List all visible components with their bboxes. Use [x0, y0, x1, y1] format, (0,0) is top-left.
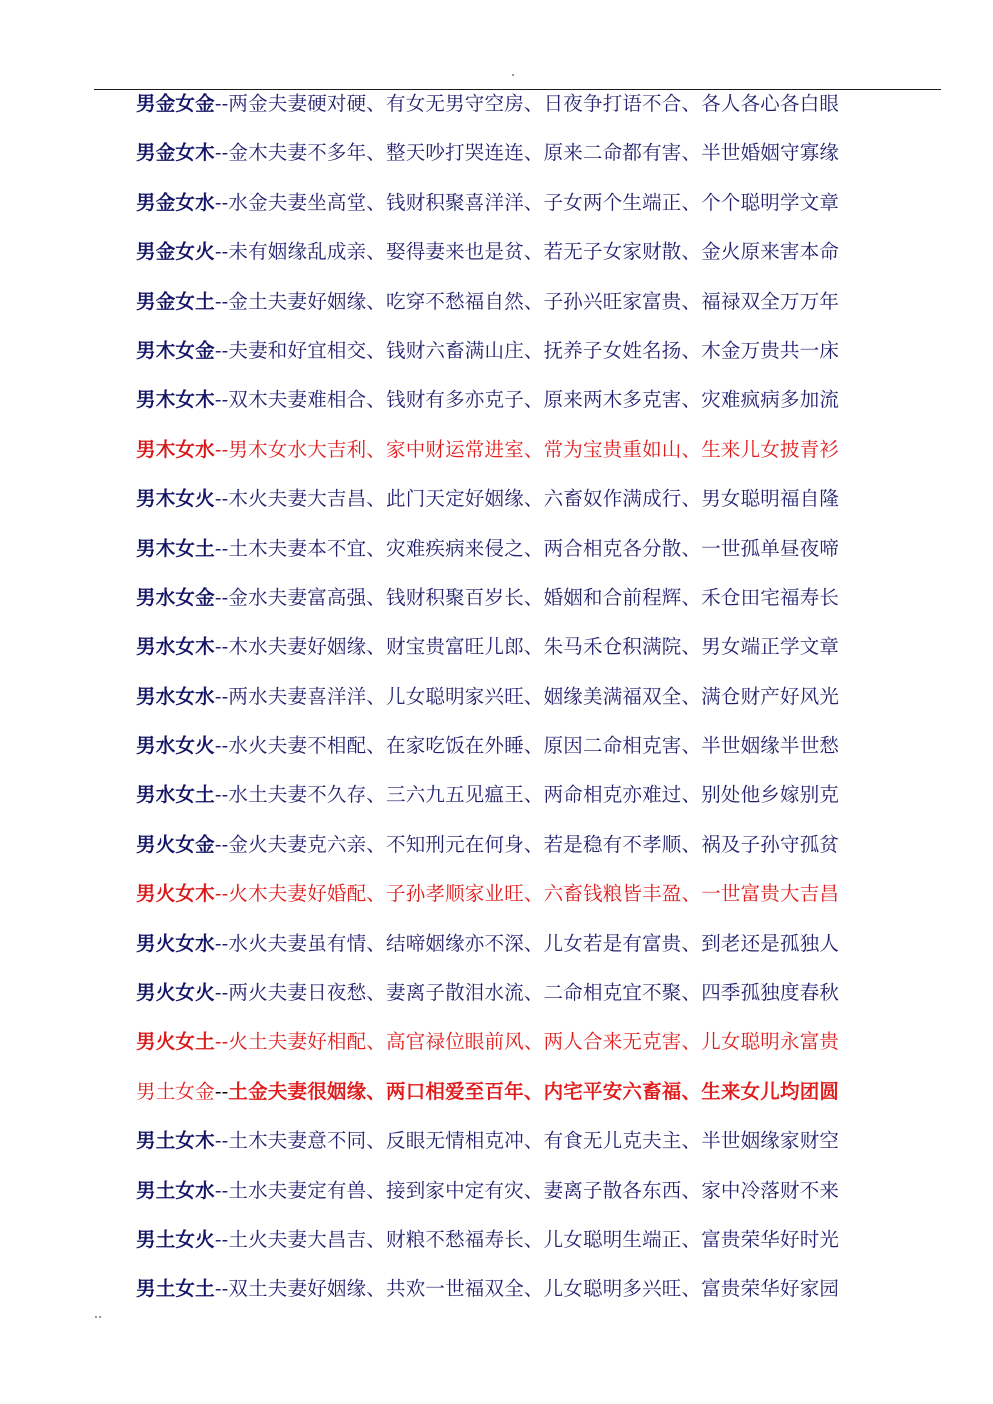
verse-line [136, 681, 941, 730]
pairing-label: 男金女木 [136, 141, 215, 165]
separator: -- [214, 1227, 229, 1251]
verse-text: 土火夫妻大昌吉、财粮不愁福寿长、儿女聪明生端正、富贵荣华好时光 [228, 1227, 840, 1251]
separator: -- [214, 141, 229, 165]
pairing-label: 男木女金 [136, 338, 215, 362]
separator: -- [214, 882, 229, 906]
pairing-label: 男金女土 [136, 289, 215, 313]
pairing-label: 男金女水 [136, 190, 215, 214]
verse-line [136, 483, 941, 532]
pairing-label: 男火女金 [136, 832, 215, 856]
pairing-label: 男土女土 [136, 1277, 215, 1301]
verse-line [136, 582, 941, 631]
verse-line [136, 384, 941, 433]
separator: -- [214, 388, 229, 412]
separator: -- [214, 783, 229, 807]
pairing-label: 男火女土 [136, 1030, 215, 1054]
verse-text: 土金夫妻很姻缘、两口相爱至百年、内宅平安六畜福、生来女儿均团圆 [228, 1079, 840, 1103]
separator: -- [214, 1079, 229, 1103]
verse-line [136, 1175, 941, 1224]
pairing-label: 男木女水 [136, 437, 215, 461]
page-mark [512, 74, 514, 76]
pairing-label: 男水女金 [136, 585, 215, 609]
verse-line [136, 878, 941, 927]
verse-text: 两金夫妻硬对硬、有女无男守空房、日夜争打语不合、各人各心各白眼 [228, 92, 840, 115]
separator: -- [214, 684, 229, 708]
footer-mark [94, 1316, 102, 1318]
verse-line [136, 928, 941, 977]
verse-line [136, 335, 941, 384]
pairing-label: 男木女木 [136, 388, 215, 412]
pairing-label: 男水女土 [136, 783, 215, 807]
verse-text: 土木夫妻意不同、反眼无情相克冲、有食无儿克夫主、半世姻缘家财空 [228, 1129, 840, 1153]
verse-line [136, 1273, 941, 1322]
verse-line [136, 137, 941, 186]
separator: -- [214, 1030, 229, 1054]
pairing-label: 男土女火 [136, 1227, 215, 1251]
pairing-label: 男水女木 [136, 635, 215, 659]
separator: -- [214, 1129, 229, 1153]
verse-line [136, 779, 941, 828]
separator: -- [214, 289, 229, 313]
verse-line [136, 187, 941, 236]
verse-text: 木火夫妻大吉昌、此门天定好姻缘、六畜奴作满成行、男女聪明福自隆 [228, 487, 840, 511]
pairing-label: 男水女水 [136, 684, 215, 708]
verse-text: 水火夫妻虽有情、结啼姻缘亦不深、儿女若是有富贵、到老还是孤独人 [228, 931, 840, 955]
pairing-label: 男金女金 [136, 92, 215, 115]
verse-text: 火木夫妻好婚配、子孙孝顺家业旺、六畜钱粮皆丰盈、一世富贵大吉昌 [228, 882, 840, 906]
separator: -- [214, 635, 229, 659]
verse-text: 土水夫妻定有兽、接到家中定有灾、妻离子散各东西、家中冷落财不来 [228, 1178, 840, 1202]
separator: -- [214, 734, 229, 758]
verse-line [136, 631, 941, 680]
verse-line [136, 1076, 941, 1125]
separator: -- [214, 338, 229, 362]
separator: -- [214, 981, 229, 1005]
pairing-label: 男土女木 [136, 1129, 215, 1153]
pairing-label: 男火女木 [136, 882, 215, 906]
separator: -- [214, 240, 229, 264]
pairing-label: 男土女金 [136, 1079, 215, 1103]
verse-text: 金火夫妻克六亲、不知刑元在何身、若是稳有不孝顺、祸及子孙守孤贫 [228, 832, 840, 856]
pairing-label: 男水女火 [136, 734, 215, 758]
verse-text: 金木夫妻不多年、整天吵打哭连连、原来二命都有害、半世婚姻守寡缘 [228, 141, 840, 165]
pairing-label: 男土女水 [136, 1178, 215, 1202]
separator: -- [214, 1277, 229, 1301]
verse-line [136, 1224, 941, 1273]
verse-list [136, 88, 941, 1323]
verse-line [136, 434, 941, 483]
verse-line [136, 829, 941, 878]
verse-text: 双木夫妻难相合、钱财有多亦克子、原来两木多克害、灾难疯病多加流 [228, 388, 840, 412]
verse-line [136, 88, 941, 137]
verse-line [136, 1125, 941, 1174]
separator: -- [214, 585, 229, 609]
pairing-label: 男木女土 [136, 536, 215, 560]
separator: -- [214, 190, 229, 214]
verse-line [136, 1026, 941, 1075]
verse-text: 水金夫妻坐高堂、钱财积聚喜洋洋、子女两个生端正、个个聪明学文章 [228, 190, 840, 214]
verse-text: 金水夫妻富高强、钱财积聚百岁长、婚姻和合前程辉、禾仓田宅福寿长 [228, 585, 840, 609]
separator: -- [214, 931, 229, 955]
separator: -- [214, 437, 229, 461]
verse-line [136, 236, 941, 285]
verse-text: 水土夫妻不久存、三六九五见瘟王、两命相克亦难过、别处他乡嫁别克 [228, 783, 840, 807]
verse-text: 火土夫妻好相配、高官禄位眼前风、两人合来无克害、儿女聪明永富贵 [228, 1030, 840, 1054]
verse-line [136, 533, 941, 582]
verse-text: 两火夫妻日夜愁、妻离子散泪水流、二命相克宜不聚、四季孤独度春秋 [228, 981, 840, 1005]
verse-text: 夫妻和好宜相交、钱财六畜满山庄、抚养子女姓名扬、木金万贵共一床 [228, 338, 840, 362]
separator: -- [214, 832, 229, 856]
separator: -- [214, 536, 229, 560]
verse-text: 木水夫妻好姻缘、财宝贵富旺儿郎、朱马禾仓积满院、男女端正学文章 [228, 635, 840, 659]
pairing-label: 男火女水 [136, 931, 215, 955]
verse-text: 水火夫妻不相配、在家吃饭在外睡、原因二命相克害、半世姻缘半世愁 [228, 734, 840, 758]
verse-text: 土木夫妻本不宜、灾难疾病来侵之、两合相克各分散、一世孤单昼夜啼 [228, 536, 840, 560]
verse-line [136, 977, 941, 1026]
verse-line [136, 730, 941, 779]
verse-text: 两水夫妻喜洋洋、儿女聪明家兴旺、姻缘美满福双全、满仓财产好风光 [228, 684, 840, 708]
separator: -- [214, 1178, 229, 1202]
verse-text: 双土夫妻好姻缘、共欢一世福双全、儿女聪明多兴旺、富贵荣华好家园 [228, 1277, 840, 1301]
pairing-label: 男木女火 [136, 487, 215, 511]
verse-text: 男木女水大吉利、家中财运常进室、常为宝贵重如山、生来儿女披青衫 [228, 437, 840, 461]
pairing-label: 男火女火 [136, 981, 215, 1005]
verse-text: 金土夫妻好姻缘、吃穿不愁福自然、子孙兴旺家富贵、福禄双全万万年 [228, 289, 840, 313]
verse-line [136, 286, 941, 335]
separator: -- [214, 92, 229, 115]
verse-text: 未有姻缘乱成亲、娶得妻来也是贫、若无子女家财散、金火原来害本命 [228, 240, 840, 264]
pairing-label: 男金女火 [136, 240, 215, 264]
separator: -- [214, 487, 229, 511]
